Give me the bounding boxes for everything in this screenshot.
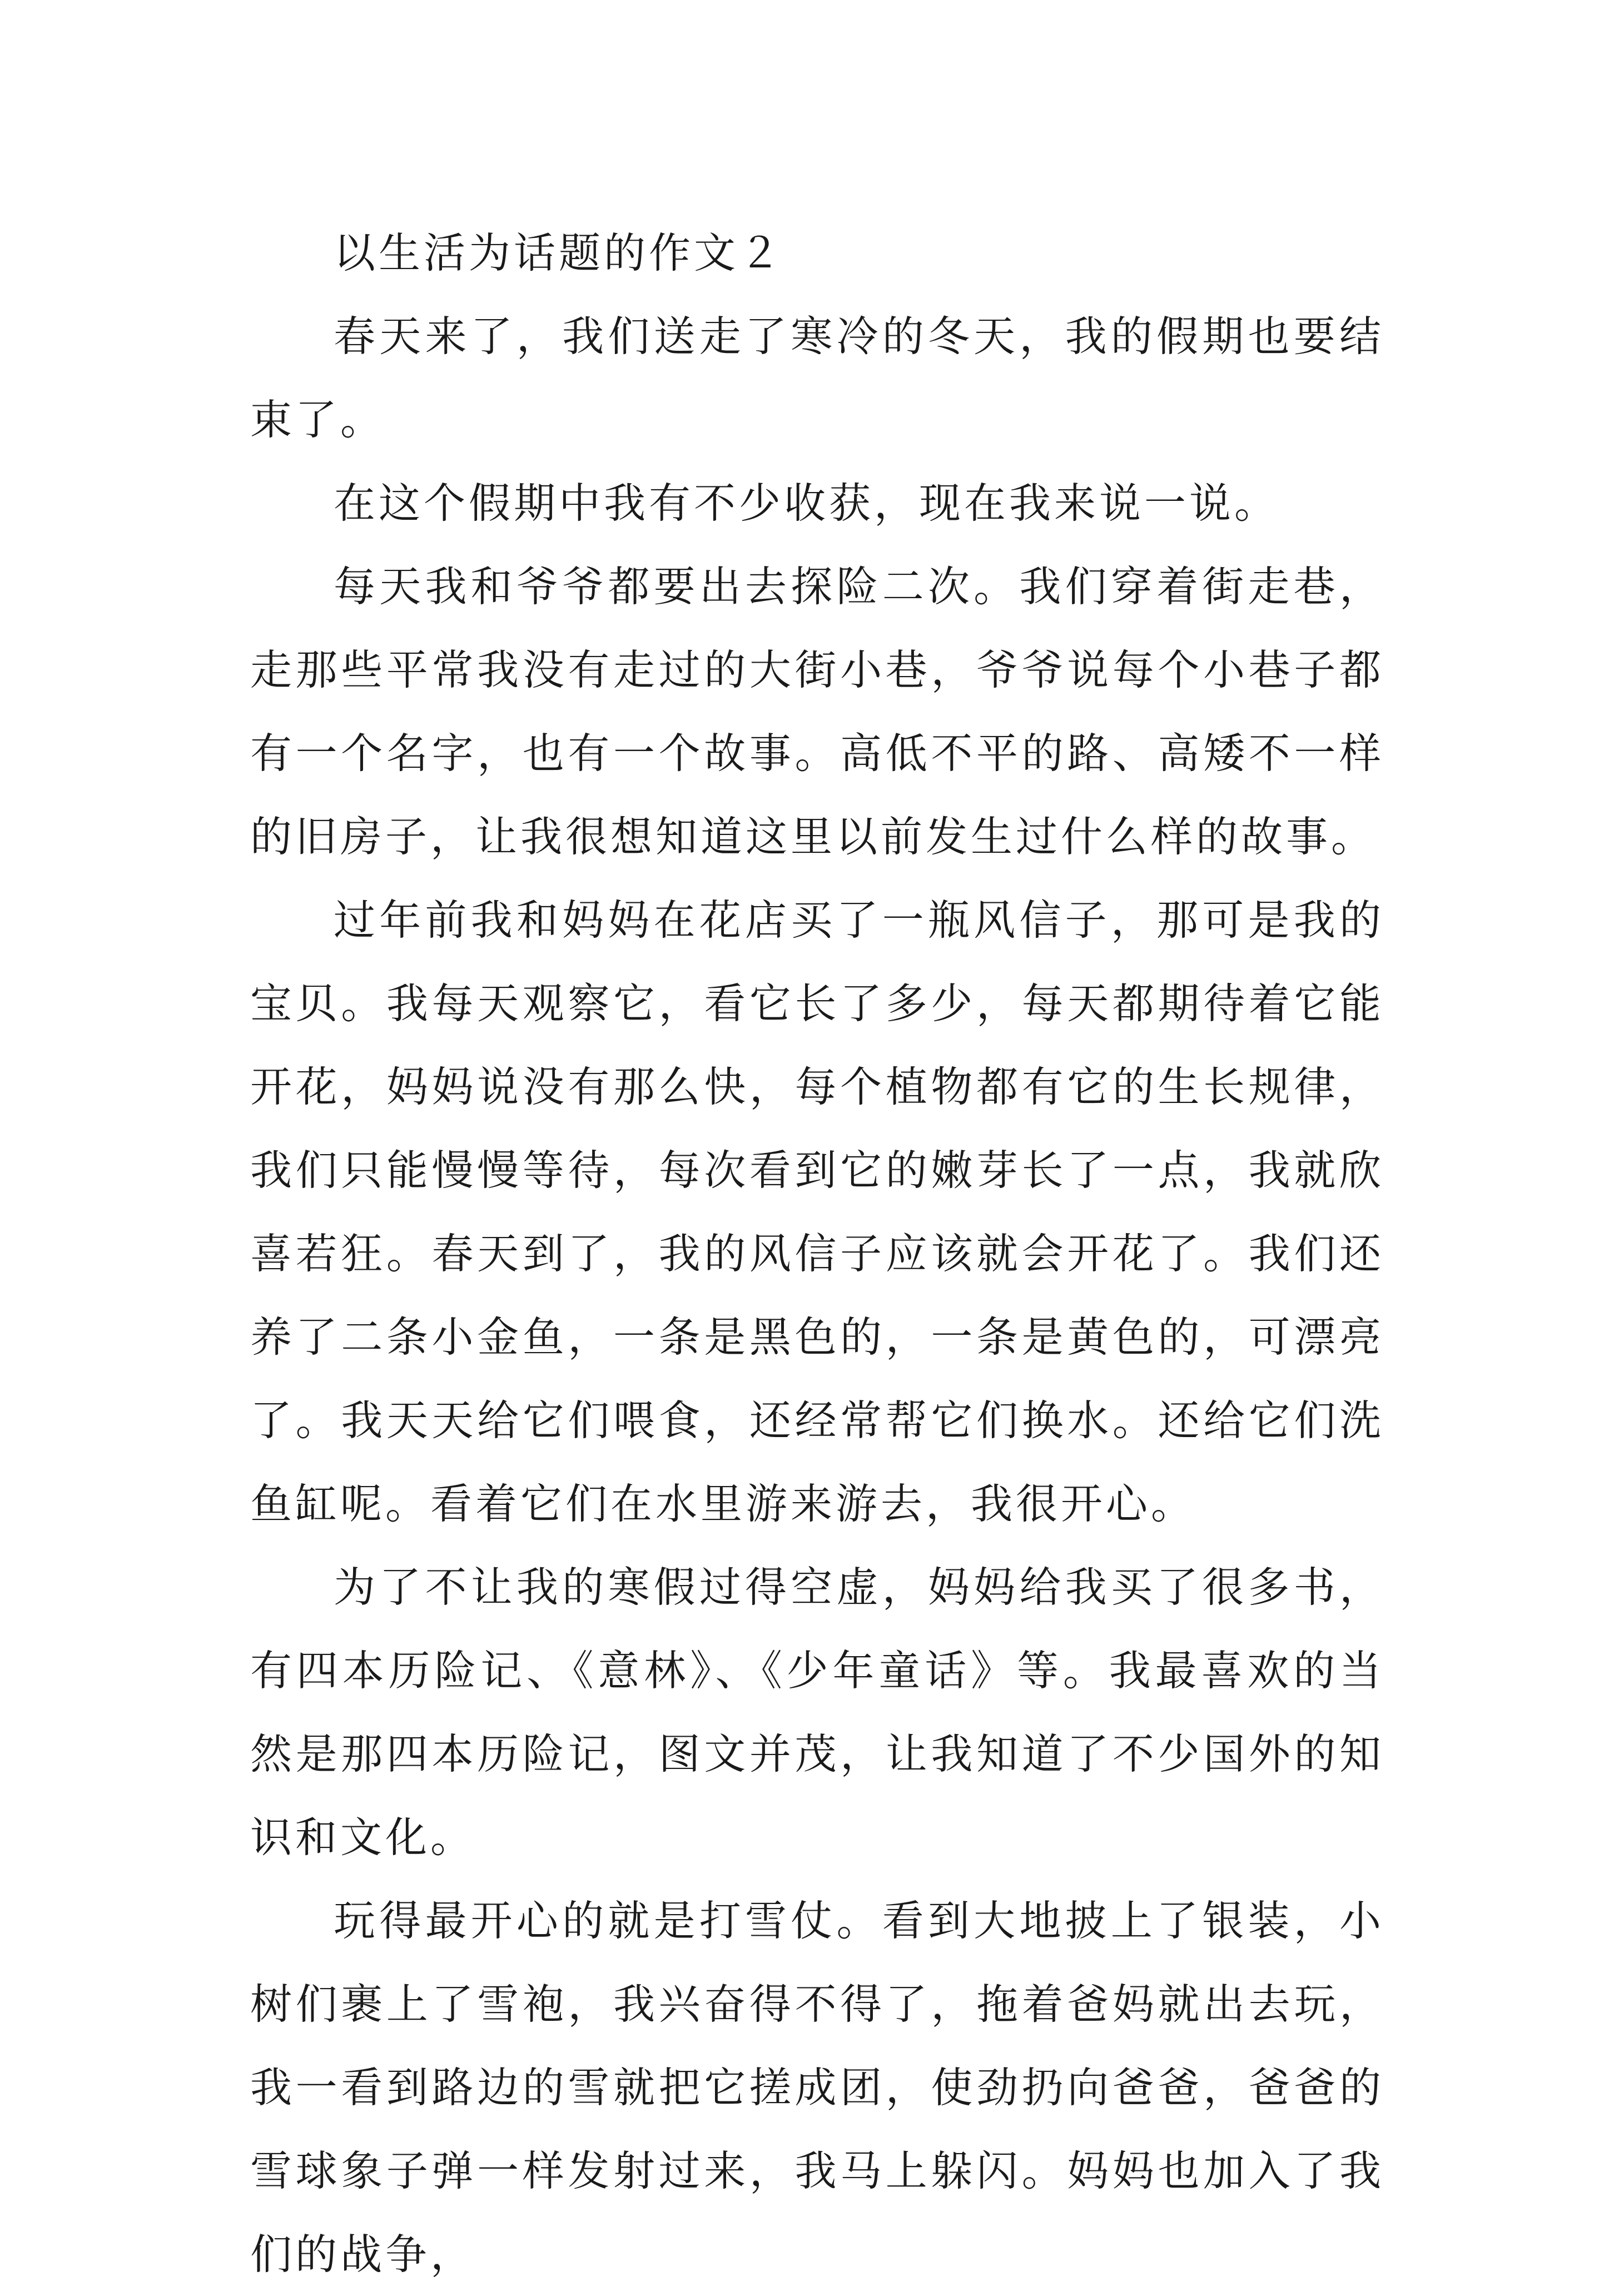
paragraph-6: 玩得最开心的就是打雪仗。看到大地披上了银装，小树们裹上了雪袍，我兴奋得不得了，拖着爸妈就出去玩，我一看到路边的雪就把它搓成团，使劲扔向爸爸，爸爸的雪球象子弹一样发射过来，我马上躲闪。妈妈也加入了我们的战争，: [250, 1896, 1384, 2279]
essay-title: 以生活为话题的作文２: [334, 228, 784, 277]
paragraph-3: 每天我和爷爷都要出去探险二次。我们穿着街走巷，走那些平常我没有走过的大街小巷，爷爷说每个小巷子都有一个名字，也有一个故事。高低不平的路、高矮不一样的旧房子，让我很想知道这里以前发生过什么样的故事。: [250, 562, 1384, 861]
paragraph-4: 过年前我和妈妈在花店买了一瓶风信子，那可是我的宝贝。我每天观察它，看它长了多少，每天都期待着它能开花，妈妈说没有那么快，每个植物都有它的生长规律，我们只能慢慢等待，每次看到它的嫩芽长了一点，我就欣喜若狂。春天到了，我的风信子应该就会开花了。我们还养了二条小金鱼，一条是黑色的，一条是黄色的，可漂亮了。我天天给它们喂食，还经常帮它们换水。还给它们洗鱼缸呢。看着它们在水里游来游去，我很开心。: [250, 896, 1384, 1528]
essay-body: [250, 211, 1384, 2296]
paragraph-2: 在这个假期中我有不少收获，现在我来说一说。: [334, 479, 1280, 528]
paragraph-1: 春天来了，我们送走了寒冷的冬天，我的假期也要结束了。: [250, 312, 1384, 444]
paragraph-5: 为了不让我的寒假过得空虚，妈妈给我买了很多书，有四本历险记、《意林》、《少年童话》等。我最喜欢的当然是那四本历险记，图文并茂，让我知道了不少国外的知识和文化。: [250, 1563, 1384, 1862]
